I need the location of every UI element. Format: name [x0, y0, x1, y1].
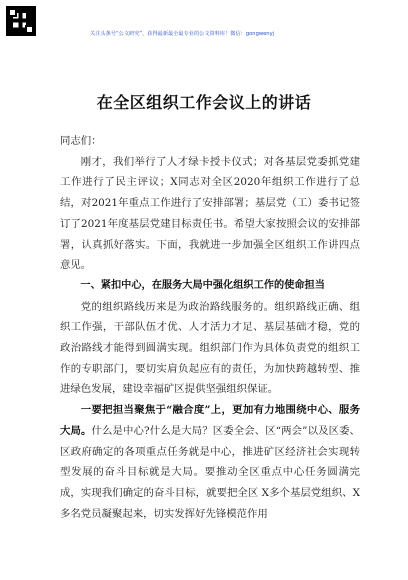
header-notice: 关注头条号“公文研究”，获得最新最全最专业的公文资料库！微信：gongwenyj — [90, 31, 275, 37]
paragraph-2: 党的组织路线历来是为政治路线服务的。组织路线正确、组织工作强，干部队伍才优、人才活力才足、基层基础才稳，党的政治路线才能得到圆满实现。组织部门作为具体负责党的组织工作的专职部门，要切实肩负起应有的责任，为加快跨越转型、推进绿色发展，建设幸福矿区提供坚强组织保证。 — [60, 300, 360, 396]
qr-code-icon — [6, 6, 36, 36]
paragraph-1: 刚才，我们举行了人才绿卡授卡仪式；对各基层党委抓党建工作进行了民主评议；X同志对全区2020年组织工作进行了总结，对2021年重点工作进行了安排部署；基层党（工）委书记签订了2021年度基层党建目标责任书。希望大家按照会议的安排部署，认真抓好落实。下面，我就进一步加强全区组织工作讲四点意见。 — [60, 155, 360, 272]
paragraph-3-text: 什么是中心?什么是大局？区委全会、区“两会”以及区委、区政府确定的各项重点任务就是中心，推进矿区经济社会实现转型发展的奋斗目标就是大局。要推动全区重点中心任务圆满完成，实现我们确定的奋斗目标，就要把全区 X多个基层党组织、X多名党员凝聚起来，切实发挥好先锋模范作用 — [60, 424, 360, 520]
document-body — [60, 131, 360, 524]
paragraph-3 — [60, 400, 360, 524]
document-title: 在全区组织工作会议上的讲话 — [96, 93, 312, 112]
paragraph-3-lead: 一要把担当聚焦于“融合度”上，更加有力地围绕中心、服务大局。 — [60, 404, 360, 437]
salutation: 同志们： — [60, 135, 102, 147]
section-heading-1: 一、紧扣中心，在服务大局中强化组织工作的使命担当 — [80, 279, 325, 291]
